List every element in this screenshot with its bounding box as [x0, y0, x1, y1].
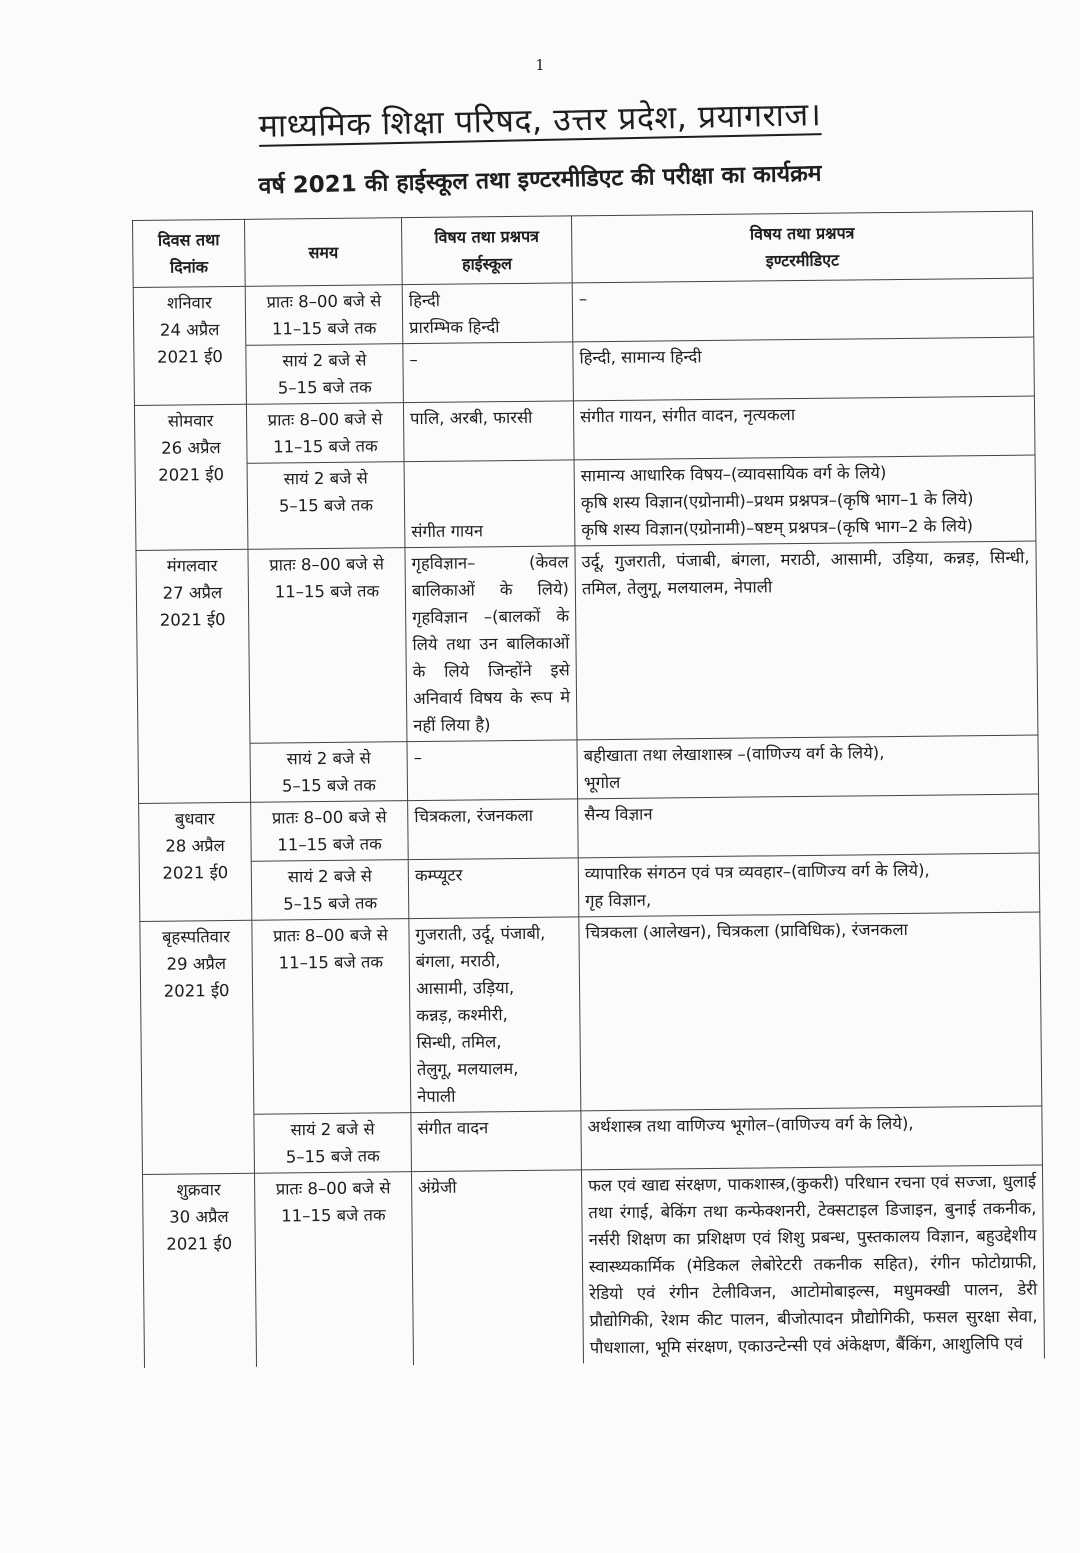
intermediate-subject-text: उर्दू, गुजराती, पंजाबी, बंगला, मराठी, आसामी, उड़िया, कन्नड़, सिन्धी, तमिल, तेलुगू, मलयालम, नेपाली: [581, 547, 1030, 599]
day-name: शनिवार: [166, 293, 212, 313]
time-cell: [251, 801, 409, 862]
day-year: 2021 ई0: [159, 610, 226, 630]
highschool-subject-text: [411, 462, 568, 491]
highschool-subject-text: सिन्धी, तमिल,: [416, 1032, 502, 1053]
intermediate-subject-text: संगीत गायन, संगीत वादन, नृत्यकला: [579, 405, 796, 427]
time-text: 11–15 बजे तक: [274, 581, 380, 602]
day-name: बुधवार: [174, 809, 215, 829]
exam-schedule-table: [132, 211, 1045, 1368]
time-text: 5–15 बजे तक: [277, 377, 372, 398]
intermediate-subject-text: –: [578, 289, 588, 309]
intermediate-subjects-cell: [574, 455, 1036, 546]
highschool-subject-text: तेलुगू, मलयालम,: [416, 1058, 519, 1080]
exam-schedule-subtitle: वर्ष 2021 की हाईस्कूल तथा इण्टरमीडिएट की परीक्षा का कार्यक्रम: [258, 160, 822, 200]
highschool-subject-text: प्रारम्भिक हिन्दी: [409, 317, 500, 338]
highschool-subject-text: बंगला, मराठी,: [415, 951, 501, 972]
time-text: सायं 2 बजे से: [286, 748, 371, 769]
time-text: प्रातः 8–00 बजे से: [267, 409, 383, 430]
table-row: [134, 396, 1035, 464]
intermediate-subject-text: अर्थशास्त्र तथा वाणिज्य भूगोल–(वाणिज्य वर्ग के लिये),: [587, 1113, 914, 1137]
page-number: 1: [535, 56, 545, 74]
intermediate-subject-text: फल एवं खाद्य संरक्षण, पाकशास्त्र,(कुकरी) परिधान रचना एवं सज्जा, धुलाई तथा रंगाई, बेकिंग तथा कन्फेक्शनरी, टेक्सटाइल डिजाइन, बुनाई तकनीक, नर्सरी शिक्षण का प्रशिक्षण एवं शिशु प्रबन्ध, पुस्तकालय विज्ञान, बहुउद्देशीय स्वास्थ्यकार्मिक (मेडिकल लेबोरेटरी तकनीक सहित), रंगीन फोटोग्राफी, रेडियो एवं रंगीन टेलीविजन, आटोमोबाइल्स, मधुमक्खी पालन, डेरी प्रौद्योगिकी, रेशम कीट पालन, बीजोत्पादन प्रौद्योगिकी, फसल सुरक्षा सेवा, पौधशाला, भूमि संरक्षण, एकाउन्टेन्सी एवं अंकेक्षण, बैंकिंग, आशुलिपि एवं: [588, 1171, 1038, 1358]
time-text: प्रातः 8–00 बजे से: [269, 554, 385, 575]
header-day-date: [133, 219, 246, 287]
day-name: मंगलवार: [166, 556, 218, 576]
time-cell: [246, 344, 404, 405]
time-cell: [248, 548, 407, 744]
highschool-subject-text: –: [409, 350, 418, 370]
day-year: 2021 ई0: [162, 863, 229, 883]
time-text: 5–15 बजे तक: [283, 893, 378, 914]
day-date-cell: [134, 404, 248, 550]
header-highschool: [401, 216, 572, 285]
header-day-date-line2: दिनांक: [169, 257, 209, 277]
intermediate-subjects-cell: [581, 1106, 1043, 1170]
day-name: शुक्रवार: [176, 1180, 221, 1200]
highschool-subject-text: पालि, अरबी, फारसी: [409, 407, 533, 429]
intermediate-subject-text: भूगोल: [583, 772, 621, 793]
highschool-subjects-cell: [403, 401, 574, 462]
highschool-subjects-cell: [403, 342, 574, 403]
highschool-subject-text: आसामी, उड़िया,: [415, 978, 515, 999]
highschool-subject-text: –: [413, 747, 422, 768]
time-text: 11–15 बजे तक: [271, 318, 377, 339]
header-intermediate-line1: विषय तथा प्रश्नपत्र: [749, 223, 855, 244]
day-date-cell: [133, 286, 246, 405]
time-text: प्रातः 8–00 बजे से: [275, 1178, 391, 1199]
time-cell: [247, 462, 405, 550]
intermediate-subjects-cell: [579, 912, 1042, 1111]
table-row: [136, 541, 1038, 744]
day-name: बृहस्पतिवार: [161, 927, 231, 947]
time-text: सायं 2 बजे से: [283, 468, 368, 489]
header-day-date-line1: दिवस तथा: [157, 230, 220, 250]
day-date-cell: [140, 920, 255, 1174]
time-text: प्रातः 8–00 बजे से: [266, 291, 382, 312]
highschool-subject-text: कन्नड़, कश्मीरी,: [416, 1005, 508, 1026]
highschool-subject-text: हिन्दी: [408, 290, 441, 311]
intermediate-subjects-cell: [572, 278, 1034, 342]
intermediate-subjects-cell: [578, 794, 1040, 858]
time-cell: [252, 919, 411, 1115]
highschool-subject-text: संगीत वादन: [417, 1118, 489, 1139]
time-text: 11–15 बजे तक: [273, 436, 378, 457]
highschool-subject-text: संगीत गायन: [411, 521, 484, 542]
highschool-subject-text: नेपाली: [417, 1086, 456, 1107]
time-cell: [250, 742, 408, 803]
table-row: [139, 794, 1040, 862]
day-date: 29 अप्रैल: [166, 954, 227, 974]
highschool-subjects-cell: [408, 858, 579, 919]
intermediate-subject-text: कृषि शस्य विज्ञान(एग्रोनामी)–षष्टम् प्रश्नपत्र–(कृषि भाग–2 के लिये): [581, 516, 974, 540]
table-row: [140, 912, 1042, 1115]
highschool-subject-text: चित्रकला, रंजनकला: [414, 805, 534, 827]
intermediate-subject-text: हिन्दी, सामान्य हिन्दी: [579, 347, 702, 368]
highschool-subject-text: कम्प्यूटर: [414, 865, 463, 886]
intermediate-subjects-cell: [573, 337, 1035, 401]
highschool-subjects-cell: [408, 799, 579, 860]
intermediate-subjects-cell: [573, 396, 1035, 460]
time-text: 11–15 बजे तक: [278, 952, 384, 973]
highschool-subject-text: गुजराती, उर्दू, पंजाबी,: [415, 923, 546, 945]
day-date: 26 अप्रैल: [161, 438, 221, 458]
day-date: 24 अप्रैल: [159, 320, 220, 340]
schedule-body: [133, 278, 1044, 1368]
header-time-label: समय: [308, 242, 339, 262]
day-date-cell: [142, 1173, 256, 1368]
intermediate-subject-text: सामान्य आधारिक विषय–(व्यावसायिक वर्ग के लिये): [580, 463, 887, 486]
time-cell: [245, 285, 403, 346]
day-year: 2021 ई0: [166, 1234, 233, 1254]
intermediate-subject-text: चित्रकला (आलेखन), चित्रकला (प्राविधिक), रंजनकला: [585, 919, 908, 943]
highschool-subject-text: गृहविज्ञान– (केवल बालिकाओं के लिये) गृहविज्ञान –(बालकों के लिये तथा उन बालिकाओं के लिये जिन्होंने इसे अनिवार्य विषय के रूप मे नहीं लिया है): [411, 552, 571, 736]
day-year: 2021 ई0: [156, 347, 223, 367]
table-row: [139, 853, 1040, 921]
highschool-subjects-cell: [411, 1170, 583, 1365]
table-row: [135, 455, 1036, 550]
day-date-cell: [139, 802, 252, 921]
intermediate-subject-text: बहीखाता तथा लेखाशास्त्र –(वाणिज्य वर्ग के लिये),: [583, 743, 885, 766]
intermediate-subjects-cell: [578, 853, 1040, 917]
intermediate-subjects-cell: [575, 541, 1038, 740]
time-cell: [246, 403, 404, 464]
table-row: [133, 278, 1034, 346]
intermediate-subject-text: कृषि शस्य विज्ञान(एग्रोनामी)–प्रथम प्रश्नपत्र–(कृषि भाग–1 के लिये): [580, 489, 974, 513]
time-text: सायं 2 बजे से: [282, 350, 367, 371]
day-date-cell: [136, 549, 251, 803]
board-title: माध्यमिक शिक्षा परिषद, उत्तर प्रदेश, प्रयागराज।: [258, 95, 822, 145]
highschool-subject-text: [411, 489, 568, 518]
day-date: 28 अप्रैल: [165, 836, 225, 856]
time-text: प्रातः 8–00 बजे से: [273, 925, 388, 946]
time-text: 5–15 बजे तक: [278, 495, 374, 516]
header-highschool-line1: विषय तथा प्रश्नपत्र: [434, 226, 540, 247]
time-cell: [251, 860, 409, 921]
table-row: [134, 337, 1035, 405]
time-text: 11–15 बजे तक: [277, 834, 382, 855]
time-cell: [254, 1113, 412, 1174]
time-cell: [254, 1172, 413, 1367]
time-text: सायं 2 बजे से: [290, 1119, 375, 1140]
header-intermediate: [571, 211, 1033, 283]
header-intermediate-line2: इण्टरमीडिएट: [765, 250, 840, 271]
highschool-subjects-cell: [402, 283, 573, 344]
table-header-row: [133, 211, 1034, 287]
highschool-subjects-cell: [409, 917, 581, 1113]
highschool-subject-text: अंग्रेजी: [418, 1177, 457, 1198]
intermediate-subjects-cell: [577, 735, 1039, 799]
day-date: 30 अप्रैल: [169, 1207, 229, 1227]
day-name: सोमवार: [167, 411, 214, 431]
time-text: प्रातः 8–00 बजे से: [271, 807, 387, 828]
time-text: 5–15 बजे तक: [285, 1146, 380, 1167]
time-text: 11–15 बजे तक: [281, 1205, 386, 1226]
intermediate-subject-text: सैन्य विज्ञान: [584, 804, 653, 825]
highschool-subjects-cell: [407, 740, 578, 801]
day-year: 2021 ई0: [163, 981, 230, 1001]
table-row: [142, 1106, 1043, 1174]
time-text: 5–15 बजे तक: [281, 775, 377, 796]
table-row: [142, 1165, 1044, 1368]
highschool-subjects-cell: [404, 460, 575, 548]
day-year: 2021 ई0: [158, 465, 225, 485]
time-text: सायं 2 बजे से: [287, 866, 373, 887]
intermediate-subject-text: व्यापारिक संगठन एवं पत्र व्यवहार–(वाणिज्य वर्ग के लिये),: [584, 860, 930, 884]
intermediate-subject-text: गृह विज्ञान,: [585, 890, 652, 911]
table-row: [138, 735, 1039, 803]
highschool-subjects-cell: [405, 546, 577, 742]
intermediate-subjects-cell: [581, 1165, 1044, 1363]
header-time: [244, 218, 402, 287]
header-highschool-line2: हाईस्कूल: [461, 254, 512, 274]
highschool-subjects-cell: [411, 1111, 582, 1172]
day-date: 27 अप्रैल: [162, 583, 223, 603]
